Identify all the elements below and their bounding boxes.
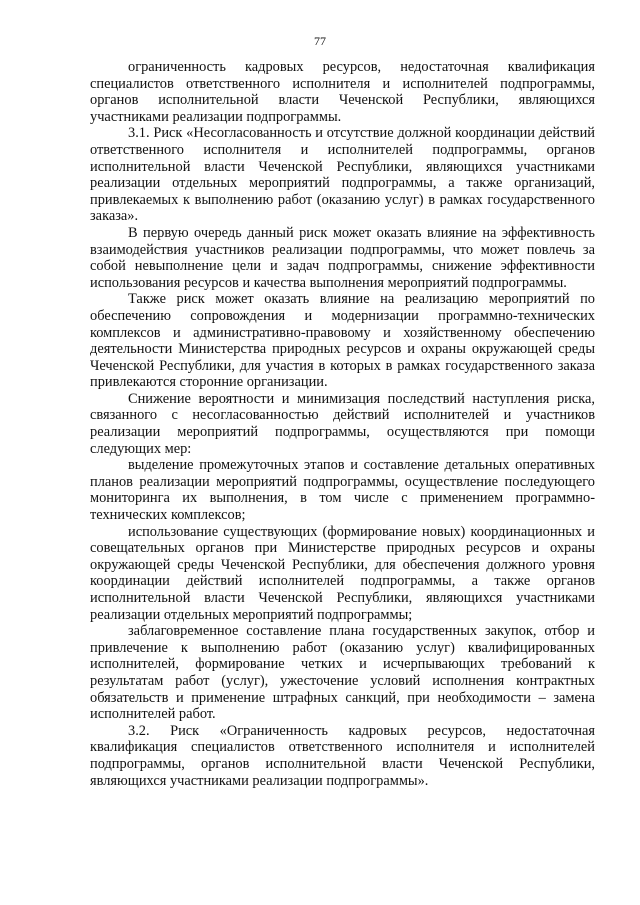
paragraph-risk-3-2: 3.2. Риск «Ограниченность кадровых ресурсов, недостаточная квалификация специалистов ответственного исполнителя и исполнителей подпрограммы, органов исполнительной власти Чеченской Республики, являющихся участниками реализации подпрограммы». [90, 722, 595, 789]
paragraph-additional-impact: Также риск может оказать влияние на реализацию мероприятий по обеспечению сопровождения и модернизации программно-технических комплексов и административно-правовому и хозяйственному обеспечению деятельности Министерства природных ресурсов и охраны окружающей среды Чеченской Республики, для участия в которых в рамках государственного заказа привлекаются сторонние организации. [90, 291, 595, 391]
paragraph-risk-3-1: 3.1. Риск «Несогласованность и отсутствие должной координации действий ответственного исполнителя и исполнителей подпрограммы, органов исполнительной власти Чеченской Республики, являющихся участниками реализации отдельных мероприятий подпрограммы, а также организаций, привлекаемых к выполнению работ (оказанию услуг) в рамках государственного заказа». [90, 125, 595, 225]
paragraph-mitigation-intro: Снижение вероятности и минимизация последствий наступления риска, связанного с несогласованностью действий исполнителей и участников реализации мероприятий подпрограммы, осуществляются при помощи следующих мер: [90, 390, 595, 457]
paragraph-continuation: ограниченность кадровых ресурсов, недостаточная квалификация специалистов ответственного исполнителя и исполнителей подпрограммы, органов исполнительной власти Чеченской Республики, являющихся участниками реализации подпрограммы. [90, 59, 595, 125]
document-body [90, 59, 595, 789]
page-number: 77 [314, 34, 326, 48]
paragraph-measure-coordination: использование существующих (формирование новых) координационных и совещательных органов при Министерстве природных ресурсов и охраны окружающей среды Чеченской Республики, для обеспечения должного уровня координации действий исполнителей подпрограммы, а также органов исполнительной власти Чеченской Республики, являющихся участниками реализации отдельных мероприятий подпрограммы; [90, 523, 595, 623]
paragraph-measure-stages: выделение промежуточных этапов и составление детальных оперативных планов реализации мероприятий подпрограммы, осуществление последующего мониторинга их выполнения, в том числе с применением программно-технических комплексов; [90, 457, 595, 524]
paragraph-primary-impact: В первую очередь данный риск может оказать влияние на эффективность взаимодействия участников реализации подпрограммы, что может повлечь за собой невыполнение цели и задач подпрограммы, снижение эффективности использования ресурсов и качества выполнения мероприятий подпрограммы. [90, 224, 595, 291]
paragraph-measure-procurement: заблаговременное составление плана государственных закупок, отбор и привлечение к выполнению работ (оказанию услуг) квалифицированных исполнителей, формирование четких и исчерпывающих требований к результатам работ (услуг), ужесточение условий исполнения контрактных обязательств и применение штрафных санкций, при необходимости – замена исполнителей работ. [90, 623, 595, 723]
